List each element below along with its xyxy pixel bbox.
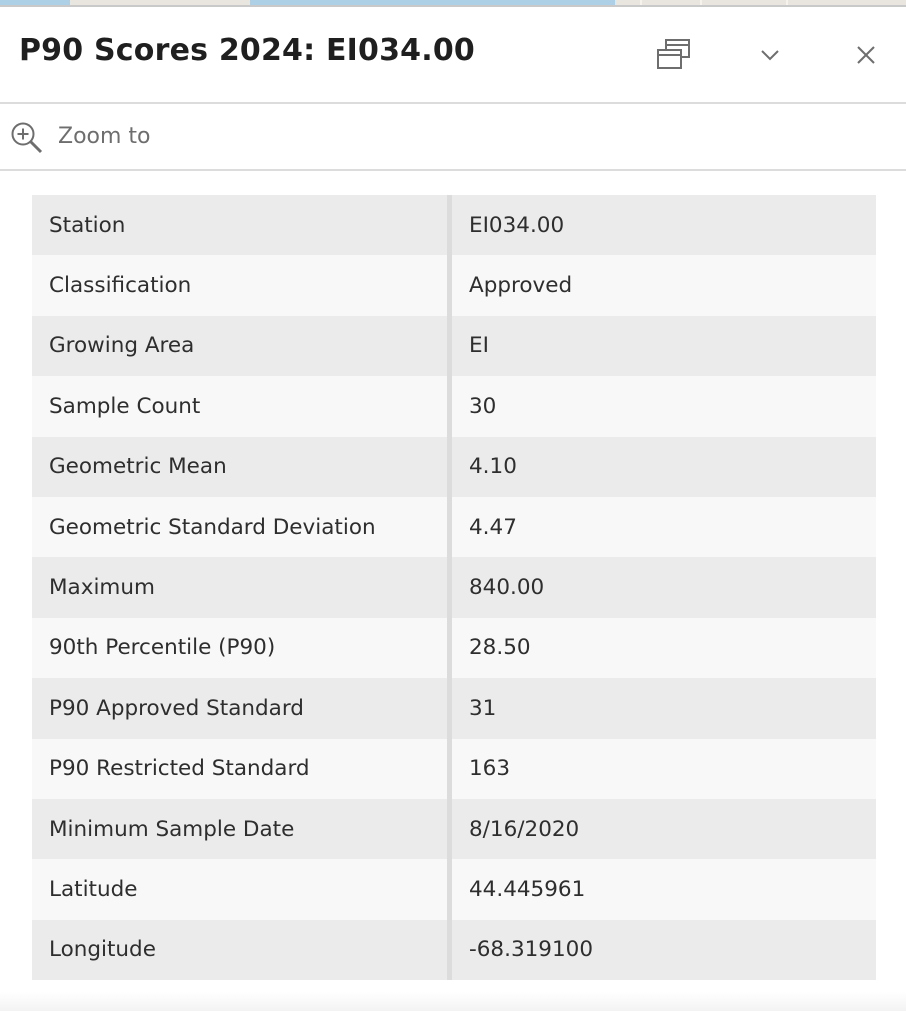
field-label: Growing Area — [32, 316, 452, 376]
field-value: 31 — [469, 695, 497, 721]
field-value: 4.47 — [469, 514, 517, 540]
field-label: Sample Count — [32, 376, 452, 436]
table-row — [32, 739, 876, 799]
collapse-button[interactable] — [752, 37, 788, 73]
zoom-to-action[interactable] — [0, 104, 906, 171]
zoom-to-label[interactable]: Zoom to — [58, 124, 151, 149]
table-row — [32, 618, 876, 678]
field-label: Longitude — [32, 920, 452, 980]
field-value: -68.319100 — [469, 937, 594, 963]
table-row — [32, 920, 876, 980]
field-label: Latitude — [32, 859, 452, 919]
table-row — [32, 376, 876, 436]
field-label: Station — [32, 195, 452, 255]
table-row — [32, 437, 876, 497]
table-row — [32, 678, 876, 738]
field-value: 28.50 — [469, 635, 531, 661]
table-row — [32, 497, 876, 557]
field-value: 4.10 — [469, 454, 517, 480]
field-value: EI — [469, 333, 489, 359]
field-label: Geometric Standard Deviation — [32, 497, 452, 557]
field-label: P90 Approved Standard — [32, 678, 452, 738]
table-row — [32, 195, 876, 255]
popup-title: P90 Scores 2024: EI034.00 — [19, 33, 475, 68]
field-value: Approved — [469, 273, 573, 299]
field-value: 30 — [469, 393, 497, 419]
field-label: Maximum — [32, 557, 452, 617]
popup-header — [0, 7, 906, 104]
dock-icon — [656, 37, 692, 73]
field-value: 8/16/2020 — [469, 816, 580, 842]
field-value: 44.445961 — [469, 876, 586, 902]
field-label: Geometric Mean — [32, 437, 452, 497]
field-label: 90th Percentile (P90) — [32, 618, 452, 678]
field-value: 163 — [469, 756, 511, 782]
panel-bottom-fade — [0, 992, 906, 1011]
zoom-in-icon — [10, 121, 44, 155]
dock-button[interactable] — [656, 37, 692, 73]
feature-popup — [0, 7, 906, 1004]
field-label: P90 Restricted Standard — [32, 739, 452, 799]
table-row — [32, 316, 876, 376]
table-row — [32, 799, 876, 859]
table-row — [32, 859, 876, 919]
table-row — [32, 557, 876, 617]
field-label: Minimum Sample Date — [32, 799, 452, 859]
chevron-down-icon — [752, 37, 788, 73]
attribute-table — [32, 195, 876, 980]
field-value: EI034.00 — [469, 212, 565, 238]
field-label: Classification — [32, 255, 452, 315]
map-background-strip[interactable] — [0, 0, 906, 7]
close-button[interactable] — [848, 37, 884, 73]
table-row — [32, 255, 876, 315]
close-icon — [848, 37, 884, 73]
field-value: 840.00 — [469, 575, 545, 601]
